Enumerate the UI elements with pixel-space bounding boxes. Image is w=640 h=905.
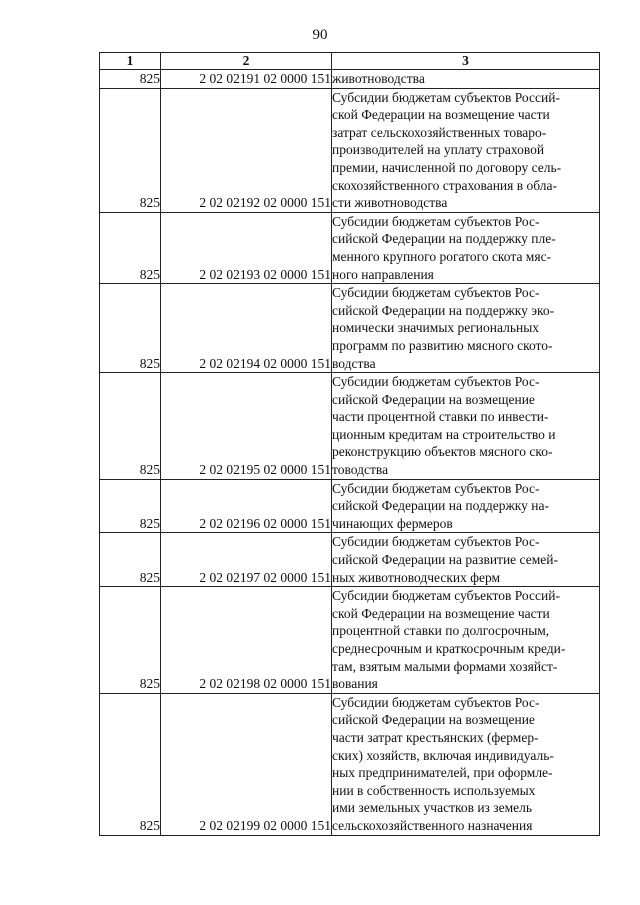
admin-code-cell: 825 [100, 693, 161, 835]
budget-classification-code-cell: 2 02 02193 02 0000 151 [161, 212, 332, 283]
description-line: производителей на уплату страховой [332, 142, 545, 158]
description-line: ных животноводческих ферм [332, 569, 501, 585]
description-cell [332, 533, 600, 587]
description-line: части затрат крестьянских (фермер- [332, 729, 539, 745]
description-cell [332, 373, 600, 480]
description-line: ской Федерации на возмещение части [332, 107, 550, 123]
budget-classification-code-cell: 2 02 02199 02 0000 151 [161, 693, 332, 835]
budget-classification-code-cell: 2 02 02198 02 0000 151 [161, 587, 332, 694]
description-line: Субсидии бюджетам субъектов Рос- [332, 374, 540, 390]
description-line: номически значимых региональных [332, 320, 540, 336]
description-line: ской Федерации на возмещение части [332, 605, 550, 621]
description-line: сийской Федерации на поддержку эко- [332, 302, 555, 318]
description-line: Субсидии бюджетам субъектов Россий- [332, 89, 560, 105]
description-line: процентной ставки по долгосрочным, [332, 623, 550, 639]
admin-code-cell: 825 [100, 587, 161, 694]
table-row [100, 88, 600, 212]
admin-code-cell: 825 [100, 284, 161, 373]
description-cell [332, 479, 600, 533]
description-line: скохозяйственного страхования в обла- [332, 177, 557, 193]
table-row [100, 212, 600, 283]
description-line: реконструкцию объектов мясного ско- [332, 444, 553, 460]
description-cell [332, 212, 600, 283]
description-line: товодства [332, 462, 389, 478]
table-header-row [100, 53, 600, 70]
budget-classification-code-cell: 2 02 02195 02 0000 151 [161, 373, 332, 480]
table-row [100, 373, 600, 480]
admin-code-cell: 825 [100, 373, 161, 480]
budget-codes-table [99, 52, 600, 836]
column-header-1: 1 [100, 53, 161, 70]
description-cell [332, 70, 600, 89]
description-cell [332, 693, 600, 835]
table-row [100, 587, 600, 694]
description-line: сийской Федерации на возмещение [332, 712, 535, 728]
description-line: водства [332, 355, 376, 371]
admin-code-cell: 825 [100, 70, 161, 89]
description-cell [332, 88, 600, 212]
description-cell [332, 284, 600, 373]
description-line: ционным кредитам на строительство и [332, 426, 556, 442]
page-number: 90 [312, 27, 328, 43]
description-line: затрат сельскохозяйственных товаро- [332, 124, 547, 140]
description-line: Субсидии бюджетам субъектов Рос- [332, 480, 540, 496]
column-header-3: 3 [332, 53, 600, 70]
description-line: нии в собственность используемых [332, 782, 536, 798]
description-line: части процентной ставки по инвести- [332, 409, 549, 425]
admin-code-cell: 825 [100, 212, 161, 283]
description-line: животноводства [332, 71, 425, 86]
description-line: Субсидии бюджетам субъектов Рос- [332, 694, 540, 710]
description-line: сельскохозяйственного назначения [332, 817, 533, 833]
table-row [100, 533, 600, 587]
description-line: среднесрочным и краткосрочным креди- [332, 641, 566, 656]
admin-code-cell: 825 [100, 479, 161, 533]
admin-code-cell: 825 [100, 533, 161, 587]
description-line: программ по развитию мясного ското- [332, 337, 553, 353]
description-line: там, взятым малыми формами хозяйст- [332, 658, 558, 674]
budget-classification-code-cell: 2 02 02196 02 0000 151 [161, 479, 332, 533]
table-row [100, 70, 600, 89]
description-line: сийской Федерации на развитие семей- [332, 552, 558, 568]
budget-classification-code-cell: 2 02 02194 02 0000 151 [161, 284, 332, 373]
description-line: Субсидии бюджетам субъектов Россий- [332, 588, 560, 604]
description-line: Субсидии бюджетам субъектов Рос- [332, 285, 540, 301]
description-line: сийской Федерации на поддержку на- [332, 498, 549, 514]
description-line: ного направления [332, 266, 434, 282]
description-line: ими земельных участков из земель [332, 800, 533, 816]
column-header-2: 2 [161, 53, 332, 70]
admin-code-cell: 825 [100, 88, 161, 212]
description-cell [332, 587, 600, 694]
budget-classification-code-cell: 2 02 02191 02 0000 151 [161, 70, 332, 89]
description-line: ных предпринимателей, при оформле- [332, 765, 553, 781]
description-line: премии, начисленной по договору сель- [332, 159, 562, 175]
description-line: сийской Федерации на возмещение [332, 391, 535, 407]
table-row [100, 479, 600, 533]
table-row [100, 693, 600, 835]
description-line: Субсидии бюджетам субъектов Рос- [332, 534, 540, 550]
budget-classification-code-cell: 2 02 02192 02 0000 151 [161, 88, 332, 212]
description-line: ских) хозяйств, включая индивидуаль- [332, 747, 554, 763]
description-line: сийской Федерации на поддержку пле- [332, 231, 556, 247]
description-line: Субсидии бюджетам субъектов Рос- [332, 213, 540, 229]
budget-classification-code-cell: 2 02 02197 02 0000 151 [161, 533, 332, 587]
table-row [100, 284, 600, 373]
description-line: менного крупного рогатого скота мяс- [332, 248, 552, 264]
description-line: чинающих фермеров [332, 515, 453, 531]
description-line: сти животноводства [332, 195, 448, 211]
description-line: вования [332, 676, 378, 692]
